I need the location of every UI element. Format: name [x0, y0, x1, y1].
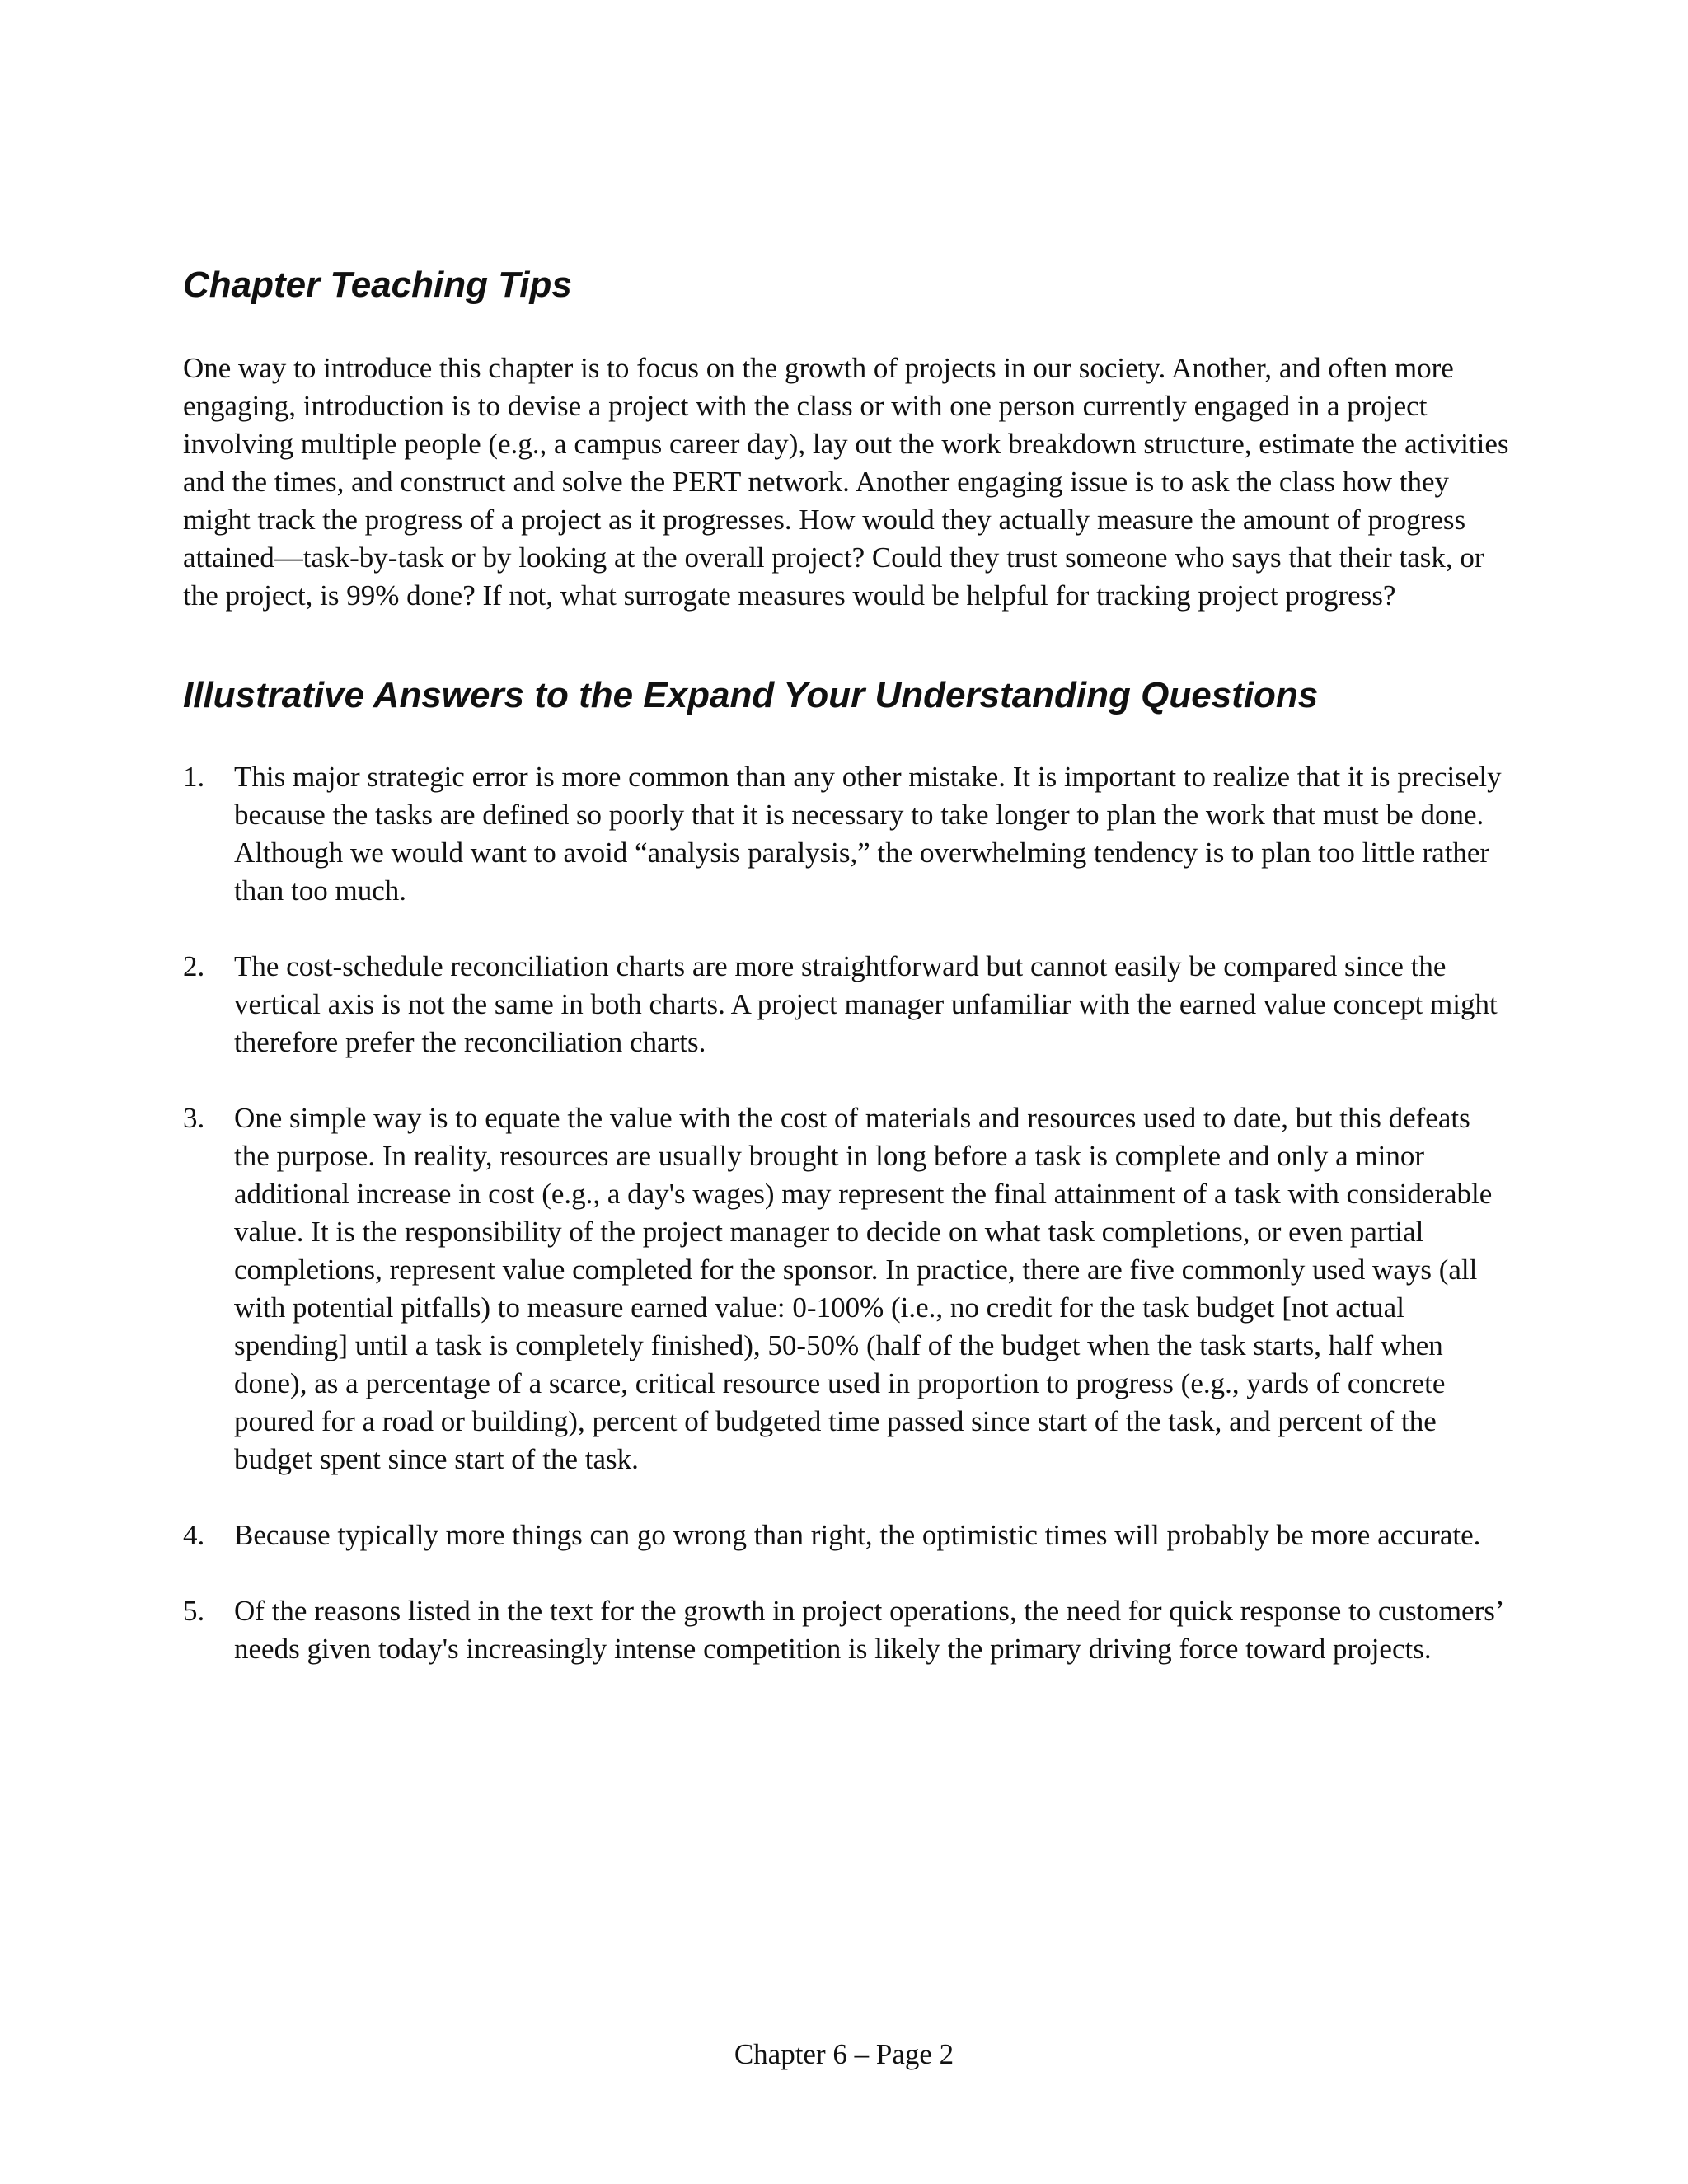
teaching-tips-paragraph: One way to introduce this chapter is to focus on the growth of projects in our society. Another, and often more engaging, introduction is to devise a project with the class or with one person currently engaged in a project involving multiple people (e.g., a campus career day), lay out the work breakdown structure, estimate the activities and the times, and construct and solve the PERT network. Another engaging issue is to ask the class how they might track the progress of a project as it progresses. How would they actually measure the amount of progress attained—task-by-task or by looking at the overall project? Could they trust someone who says that their task, or the project, is 99% done? If not, what surrogate measures would be helpful for tracking project progress? [183, 352, 1509, 612]
answer-number: 1. [183, 761, 205, 793]
answers-list [183, 758, 1510, 1668]
answer-text: One simple way is to equate the value with the cost of materials and resources used to date, but this defeats the purpose. In reality, resources are usually brought in long before a task is complete and only a minor additional increase in cost (e.g., a day's wages) may represent the final attainment of a task with considerable value. It is the responsibility of the project manager to decide on what task completions, or even partial completions, represent value completed for the sponsor. In practice, there are five commonly used ways (all with potential pitfalls) to measure earned value: 0-100% (i.e., no credit for the task budget [not actual spending] until a task is completely finished), 50-50% (half of the budget when the task starts, half when done), as a percentage of a scarce, critical resource used in proportion to progress (e.g., yards of concrete poured for a road or building), percent of budgeted time passed since start of the task, and percent of the budget spent since start of the task. [234, 1102, 1493, 1475]
section-heading-teaching-tips: Chapter Teaching Tips [183, 265, 572, 305]
answer-text: This major strategic error is more common than any other mistake. It is important to realize that it is precisely because the tasks are defined so poorly that it is necessary to take longer to plan the work that must be done. Although we would want to avoid “analysis paralysis,” the overwhelming tendency is to plan too little rather than too much. [234, 761, 1502, 907]
answer-item-4 [183, 1516, 1510, 1554]
answer-text: Of the reasons listed in the text for the growth in project operations, the need for quick response to customers’ needs given today's increasingly intense competition is likely the primary driving force toward projects. [234, 1595, 1503, 1665]
answer-item-5 [183, 1592, 1510, 1668]
answer-text: The cost-schedule reconciliation charts are more straightforward but cannot easily be compared since the vertical axis is not the same in both charts. A project manager unfamiliar with the earned value concept might therefore prefer the reconciliation charts. [234, 950, 1498, 1058]
answer-text: Because typically more things can go wrong than right, the optimistic times will probably be more accurate. [234, 1519, 1481, 1551]
answer-number: 5. [183, 1595, 205, 1627]
section-heading-illustrative-answers: Illustrative Answers to the Expand Your Understanding Questions [183, 675, 1319, 715]
page-content [183, 262, 1510, 1706]
answer-number: 2. [183, 950, 205, 982]
answer-number: 3. [183, 1102, 205, 1134]
page-footer: Chapter 6 – Page 2 [734, 2038, 954, 2070]
answer-item-3 [183, 1099, 1510, 1479]
answer-item-1 [183, 758, 1510, 910]
answer-number: 4. [183, 1519, 205, 1551]
answer-item-2 [183, 948, 1510, 1062]
